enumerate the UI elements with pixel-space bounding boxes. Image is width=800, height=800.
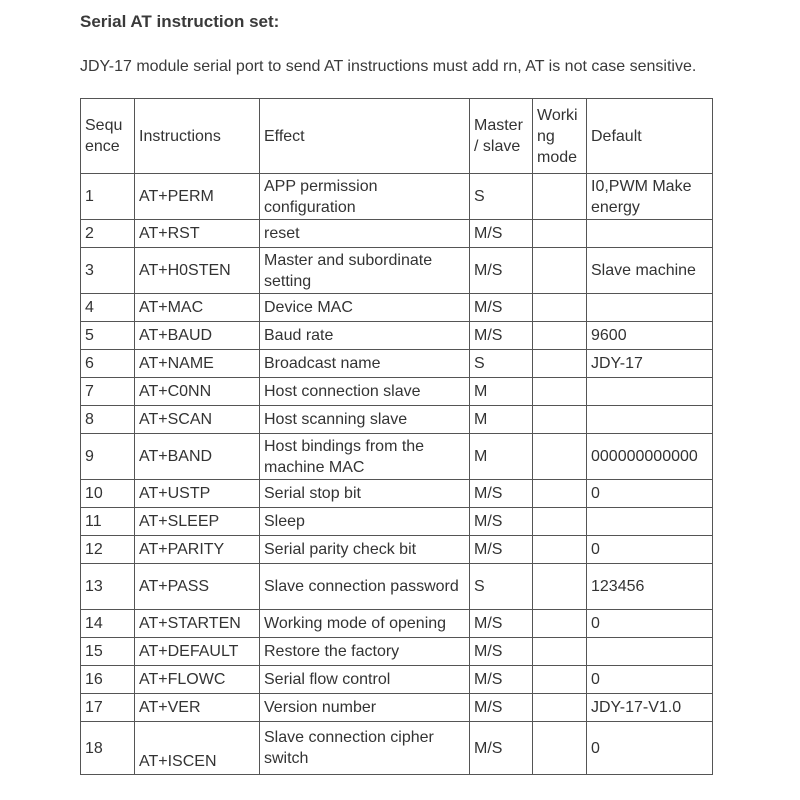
- cell-mode: [533, 350, 587, 378]
- header-default: Default: [587, 99, 713, 174]
- cell-instruction: AT+RST: [135, 220, 260, 248]
- cell-effect: Baud rate: [260, 322, 470, 350]
- cell-default: JDY-17: [587, 350, 713, 378]
- cell-effect: Slave connection password: [260, 564, 470, 610]
- cell-effect: Serial parity check bit: [260, 536, 470, 564]
- header-working-mode: Worki ng mode: [533, 99, 587, 174]
- cell-instruction: AT+BAUD: [135, 322, 260, 350]
- cell-seq: 16: [81, 666, 135, 694]
- cell-role: M/S: [470, 294, 533, 322]
- cell-role: M/S: [470, 610, 533, 638]
- cell-role: M: [470, 434, 533, 480]
- cell-mode: [533, 666, 587, 694]
- cell-instruction: AT+PASS: [135, 564, 260, 610]
- cell-default: Slave machine: [587, 248, 713, 294]
- table-row: [81, 406, 713, 434]
- cell-seq: 14: [81, 610, 135, 638]
- table-row: [81, 350, 713, 378]
- cell-role: M/S: [470, 638, 533, 666]
- cell-effect: Host scanning slave: [260, 406, 470, 434]
- cell-default: [587, 508, 713, 536]
- cell-mode: [533, 220, 587, 248]
- cell-default: 0: [587, 536, 713, 564]
- cell-seq: 4: [81, 294, 135, 322]
- table-row: [81, 174, 713, 220]
- cell-default: 9600: [587, 322, 713, 350]
- cell-effect: Serial flow control: [260, 666, 470, 694]
- table-row: [81, 694, 713, 722]
- table-row: [81, 638, 713, 666]
- cell-mode: [533, 294, 587, 322]
- table-row: [81, 294, 713, 322]
- cell-default: 0: [587, 480, 713, 508]
- cell-instruction: AT+DEFAULT: [135, 638, 260, 666]
- cell-instruction: AT+USTP: [135, 480, 260, 508]
- cell-effect: Slave connection cipher switch: [260, 722, 470, 775]
- table-row: [81, 536, 713, 564]
- cell-default: [587, 638, 713, 666]
- cell-role: M/S: [470, 220, 533, 248]
- cell-role: M/S: [470, 508, 533, 536]
- cell-mode: [533, 564, 587, 610]
- cell-instruction: AT+SLEEP: [135, 508, 260, 536]
- cell-mode: [533, 480, 587, 508]
- cell-role: M: [470, 378, 533, 406]
- cell-mode: [533, 378, 587, 406]
- cell-instruction: AT+FLOWC: [135, 666, 260, 694]
- cell-role: S: [470, 350, 533, 378]
- cell-seq: 10: [81, 480, 135, 508]
- cell-effect: Restore the factory: [260, 638, 470, 666]
- cell-default: 0: [587, 610, 713, 638]
- table-row: [81, 666, 713, 694]
- at-instruction-table: [80, 98, 713, 775]
- cell-role: M: [470, 406, 533, 434]
- cell-mode: [533, 508, 587, 536]
- cell-seq: 18: [81, 722, 135, 775]
- cell-default: 0: [587, 722, 713, 775]
- cell-instruction: AT+BAND: [135, 434, 260, 480]
- cell-effect: Working mode of opening: [260, 610, 470, 638]
- cell-effect: Broadcast name: [260, 350, 470, 378]
- table-row: [81, 322, 713, 350]
- cell-role: M/S: [470, 666, 533, 694]
- cell-default: 123456: [587, 564, 713, 610]
- cell-role: M/S: [470, 536, 533, 564]
- cell-seq: 12: [81, 536, 135, 564]
- cell-seq: 13: [81, 564, 135, 610]
- table-row: [81, 248, 713, 294]
- table-row: [81, 378, 713, 406]
- cell-seq: 5: [81, 322, 135, 350]
- cell-instruction: AT+ISCEN: [135, 722, 260, 775]
- cell-seq: 1: [81, 174, 135, 220]
- cell-default: JDY-17-V1.0: [587, 694, 713, 722]
- cell-effect: Sleep: [260, 508, 470, 536]
- table-row: [81, 220, 713, 248]
- cell-role: M/S: [470, 248, 533, 294]
- cell-seq: 6: [81, 350, 135, 378]
- cell-default: [587, 378, 713, 406]
- intro-text: JDY-17 module serial port to send AT instructions must add rn, AT is not case sensitive.: [80, 58, 697, 75]
- cell-instruction: AT+VER: [135, 694, 260, 722]
- cell-instruction: AT+SCAN: [135, 406, 260, 434]
- cell-effect: reset: [260, 220, 470, 248]
- cell-seq: 8: [81, 406, 135, 434]
- cell-default: [587, 294, 713, 322]
- cell-role: M/S: [470, 722, 533, 775]
- cell-mode: [533, 174, 587, 220]
- cell-effect: Host connection slave: [260, 378, 470, 406]
- cell-effect: Version number: [260, 694, 470, 722]
- cell-role: M/S: [470, 480, 533, 508]
- cell-default: I0,PWM Make energy: [587, 174, 713, 220]
- cell-seq: 2: [81, 220, 135, 248]
- cell-role: M/S: [470, 694, 533, 722]
- cell-effect: APP permission configuration: [260, 174, 470, 220]
- cell-seq: 11: [81, 508, 135, 536]
- page-heading: Serial AT instruction set:: [80, 12, 280, 31]
- header-sequence: Sequ ence: [81, 99, 135, 174]
- cell-mode: [533, 434, 587, 480]
- cell-mode: [533, 694, 587, 722]
- cell-mode: [533, 536, 587, 564]
- cell-role: S: [470, 564, 533, 610]
- cell-seq: 9: [81, 434, 135, 480]
- cell-seq: 7: [81, 378, 135, 406]
- cell-instruction: AT+C0NN: [135, 378, 260, 406]
- cell-mode: [533, 406, 587, 434]
- table-row: [81, 434, 713, 480]
- cell-instruction: AT+PERM: [135, 174, 260, 220]
- cell-effect: Device MAC: [260, 294, 470, 322]
- cell-role: S: [470, 174, 533, 220]
- cell-effect: Host bindings from the machine MAC: [260, 434, 470, 480]
- cell-seq: 17: [81, 694, 135, 722]
- cell-mode: [533, 722, 587, 775]
- cell-effect: Master and subordinate setting: [260, 248, 470, 294]
- cell-default: 000000000000: [587, 434, 713, 480]
- cell-seq: 15: [81, 638, 135, 666]
- header-effect: Effect: [260, 99, 470, 174]
- table-header-row: [81, 99, 713, 174]
- cell-instruction: AT+PARITY: [135, 536, 260, 564]
- cell-default: 0: [587, 666, 713, 694]
- table-row: [81, 722, 713, 775]
- header-instructions: Instructions: [135, 99, 260, 174]
- cell-mode: [533, 248, 587, 294]
- cell-default: [587, 220, 713, 248]
- cell-seq: 3: [81, 248, 135, 294]
- cell-effect: Serial stop bit: [260, 480, 470, 508]
- cell-default: [587, 406, 713, 434]
- cell-instruction: AT+STARTEN: [135, 610, 260, 638]
- table-row: [81, 610, 713, 638]
- cell-role: M/S: [470, 322, 533, 350]
- cell-instruction: AT+NAME: [135, 350, 260, 378]
- cell-mode: [533, 610, 587, 638]
- table-row: [81, 564, 713, 610]
- cell-mode: [533, 322, 587, 350]
- cell-mode: [533, 638, 587, 666]
- table-row: [81, 508, 713, 536]
- cell-instruction: AT+MAC: [135, 294, 260, 322]
- table-row: [81, 480, 713, 508]
- header-master-slave: Master / slave: [470, 99, 533, 174]
- cell-instruction: AT+H0STEN: [135, 248, 260, 294]
